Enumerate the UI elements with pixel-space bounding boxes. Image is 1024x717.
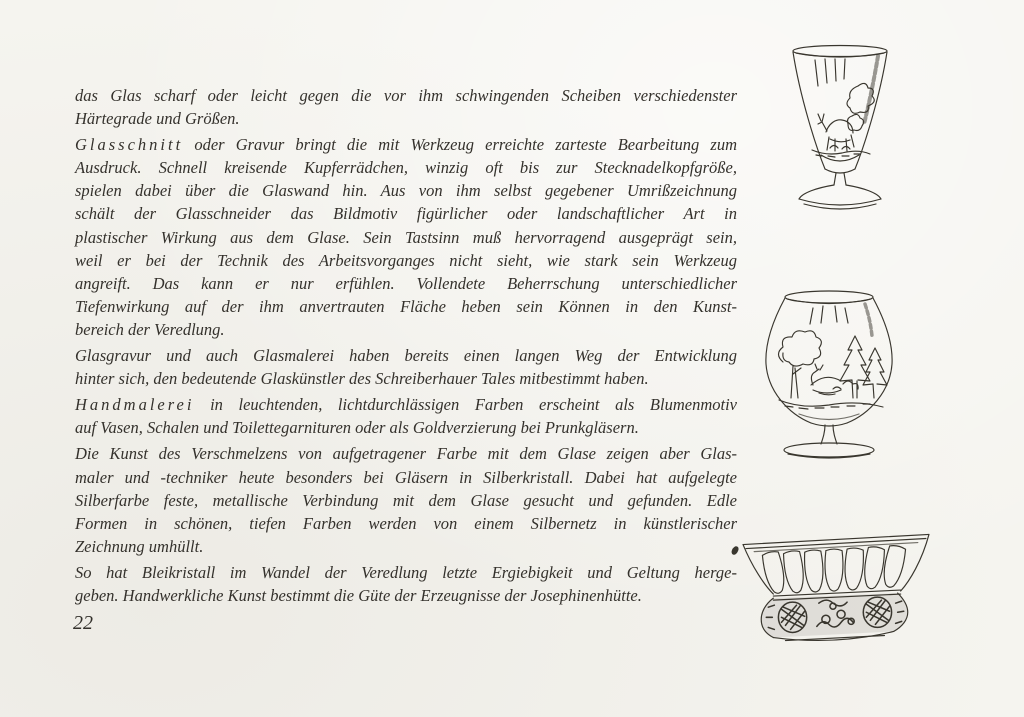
goblet-drawing: [790, 42, 890, 226]
text-line: das Glas scharf oder leicht gegen die vor ihm schwingenden Scheiben verschiedenster: [75, 86, 737, 105]
text-line: Tiefenwirkung auf der ihm anvertrauten Fläche heben sein Können in den Kunst-: [75, 296, 737, 316]
text-line-rest: oder Gravur bringt die mit Werkzeug erreichte zarteste Bearbeitung zum: [183, 135, 737, 155]
text-line: Zeichnung umhüllt.: [75, 536, 204, 556]
flute-panels: [761, 544, 907, 595]
text-line: Ausdruck. Schnell kreisende Kupferrädchen, winzig oft bis zur Stecknadelkopfgröße,: [75, 158, 737, 178]
paragraph: [75, 393, 737, 439]
text-line: Die Kunst des Verschmelzens von aufgetragener Farbe mit dem Glase zeigen aber Glas-: [75, 444, 737, 464]
text-line: geben. Handwerkliche Kunst bestimmt die Güte der Erzeugnisse der Josephinenhütte.: [75, 585, 642, 605]
text-block: [75, 84, 737, 610]
emphasized-word: Handmalerei: [75, 395, 195, 415]
text-line: auf Vasen, Schalen und Toilettegarnituren oder als Goldverzierung bei Prunkgläsern.: [75, 418, 639, 438]
emphasized-word: Glasschnitt: [75, 135, 184, 155]
paragraph: [75, 84, 737, 130]
ornamented-bowl-illustration: [740, 528, 932, 648]
text-line: [75, 393, 737, 416]
text-line: Härtegrade und Größen.: [75, 109, 240, 129]
text-line: Glasgravur und auch Glasmalerei haben bereits einen langen Weg der Entwicklung: [75, 346, 737, 366]
text-line: hinter sich, den bedeutende Glaskünstler des Schreiberhauer Tales mitbestimmt haben.: [75, 369, 649, 389]
text-line: So hat Bleikristall im Wandel der Veredlung letzte Ergiebigkeit und Geltung herge-: [75, 562, 737, 582]
paragraph: [75, 561, 737, 607]
paragraph: [75, 442, 737, 557]
paragraph: [75, 133, 737, 341]
text-line: Silberfarbe feste, metallische Verbindung mit dem Glase gesucht und gefunden. Edle: [75, 490, 737, 510]
snifter-drawing: [763, 286, 899, 466]
paragraph: [75, 344, 737, 390]
text-line: bereich der Veredlung.: [75, 319, 225, 339]
bowl-drawing: [740, 528, 932, 648]
text-line-rest: in leuchtenden, lichtdurchlässigen Farben erscheint als Blumenmotiv: [194, 395, 737, 415]
text-line: Formen in schönen, tiefen Farben werden von einem Silbernetz in künstlerischer: [75, 513, 737, 533]
page-number: 22: [73, 612, 93, 634]
text-line: maler und -techniker heute besonders bei Gläsern in Silberkristall. Dabei hat aufgelegte: [75, 467, 737, 487]
text-line: [75, 133, 737, 156]
text-line: schält der Glasschneider das Bildmotiv figürlicher oder landschaftlicher Art in: [75, 204, 737, 224]
engraved-snifter-illustration: [763, 286, 899, 466]
text-line: weil er bei der Technik des Arbeitsvorganges nicht sieht, wie stark sein Werkzeug: [75, 250, 737, 270]
engraved-goblet-illustration: [790, 42, 890, 226]
text-line: plastischer Wirkung aus dem Glase. Sein Tastsinn muß hervorragend ausgeprägt sein,: [75, 227, 737, 247]
text-line: spielen dabei über die Glaswand hin. Aus von ihm selbst gegebener Umrißzeichnung: [75, 181, 737, 201]
text-line: angreift. Das kann er nur erfühlen. Vollendete Beherrschung unterschiedlicher: [75, 273, 737, 293]
